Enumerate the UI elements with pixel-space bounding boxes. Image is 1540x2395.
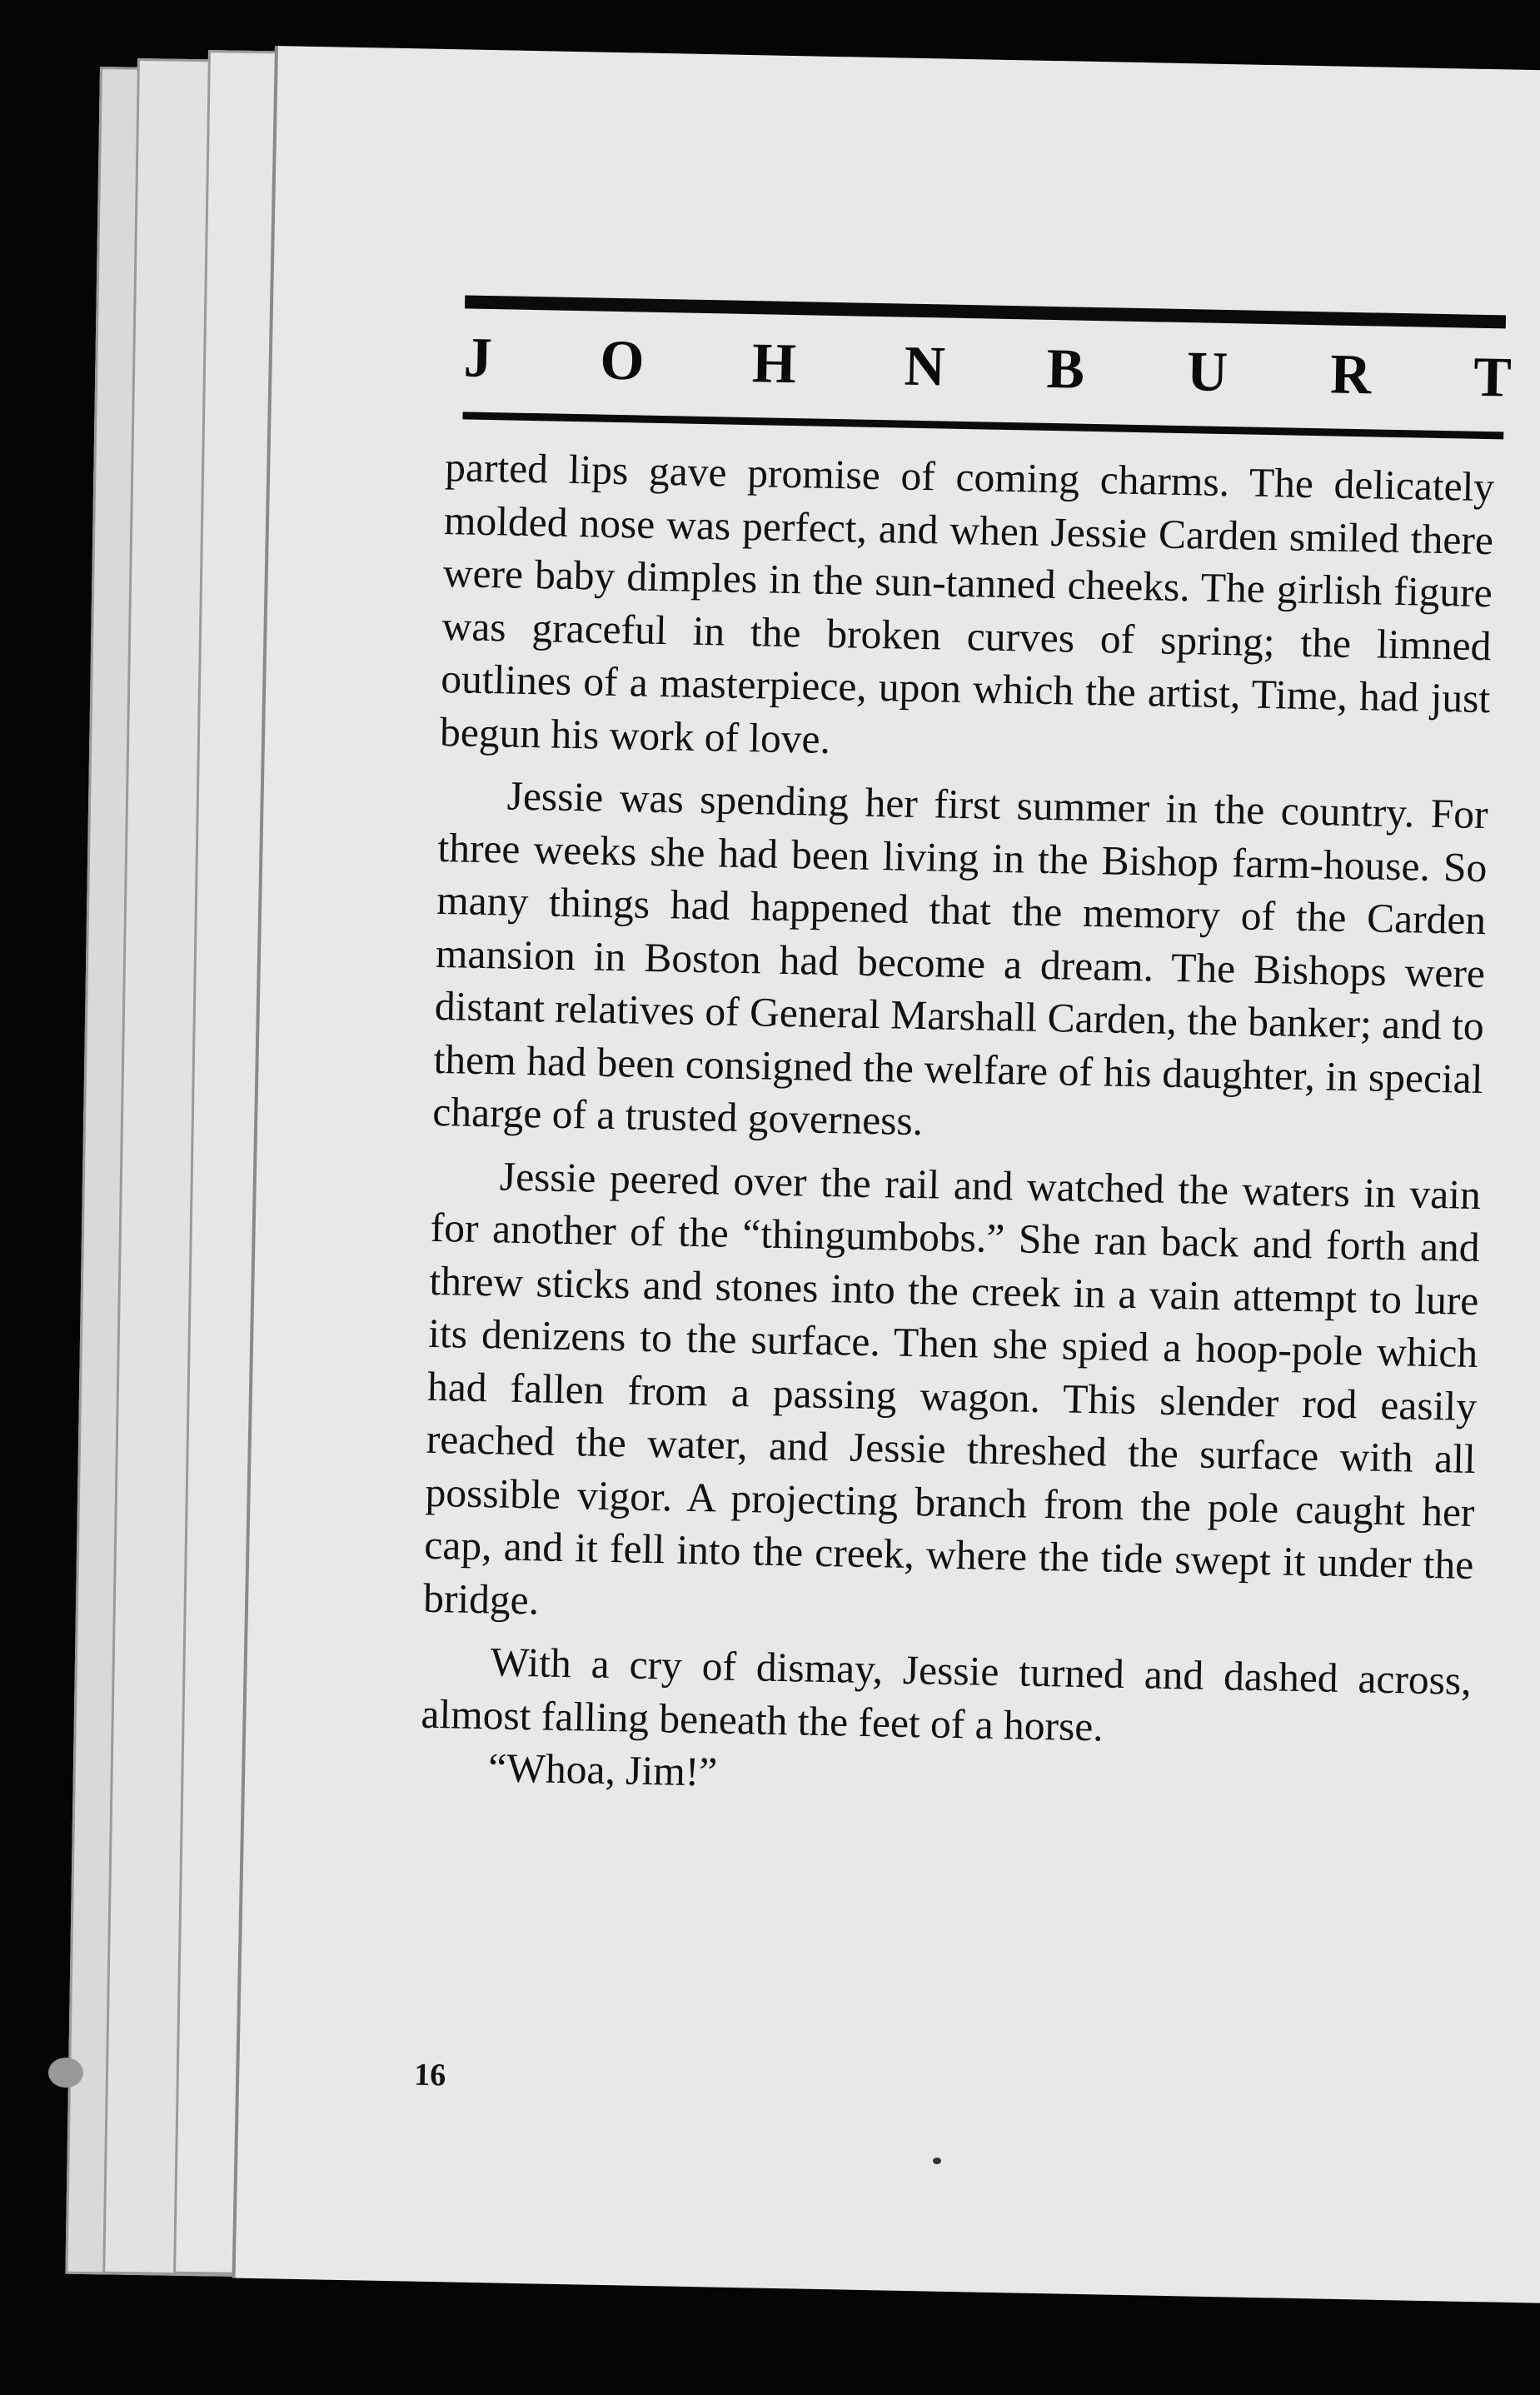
running-head-last-name <box>1046 336 1513 411</box>
header-rule-bottom <box>462 412 1503 439</box>
running-head-letter: B <box>1046 336 1087 401</box>
running-head <box>463 324 1513 410</box>
running-head-letter: J <box>463 325 495 390</box>
body-text <box>420 441 1495 1813</box>
running-head-letter: O <box>599 327 647 392</box>
header-rule-top <box>465 295 1506 328</box>
paragraph: “Whoa, Jim!” <box>487 1744 718 1795</box>
paragraph: parted lips gave promise of coming charms. The delicately molded nose was perfect, and when Jessie Carden smiled there were baby dimples in the sun-tanned cheeks. The girlish figure was graceful in the broken curves of spring; the limned outlines of a masterpiece, upon which the artist, Time, had just begun his work of love. <box>439 444 1495 762</box>
running-head-letter: U <box>1186 339 1230 404</box>
page-number: 16 <box>413 2057 446 2093</box>
paragraph: With a cry of dismay, Jessie turned and dashed across, almost falling beneath the feet of a horse. <box>421 1639 1473 1749</box>
paragraph: Jessie peered over the rail and watched the waters in vain for another of the “thingumbobs.” She ran back and forth and threw sticks and stones into the creek in a vain attempt to lure its denizens to the surface. Then she spied a hoop-pole which had fallen from a passing wagon. This slender rod easily reached the water, and Jessie threshed the surface with all possible vigor. A projecting branch from the pole caught her cap, and it fell into the creek, where the tide swept it under the bridge. <box>422 1152 1482 1623</box>
running-head-letter: T <box>1473 344 1514 409</box>
running-head-letter: H <box>751 331 799 396</box>
scan-speck <box>933 2158 941 2164</box>
running-head-letter: N <box>903 333 948 398</box>
scan-speck <box>48 2058 83 2088</box>
running-head-first-name <box>463 324 947 399</box>
running-head-letter: R <box>1329 342 1374 407</box>
paragraph: Jessie was spending her first summer in the country. For three weeks she had been living in the Bishop farm-house. So many things had happened that the memory of the Carden mansion in Boston had become a dream. The Bishops were distant relatives of General Marshall Carden, the banker; and to them had been consigned the welfare of his daughter, in special charge of a trusted governess. <box>431 772 1489 1145</box>
book-page <box>232 46 1540 2304</box>
